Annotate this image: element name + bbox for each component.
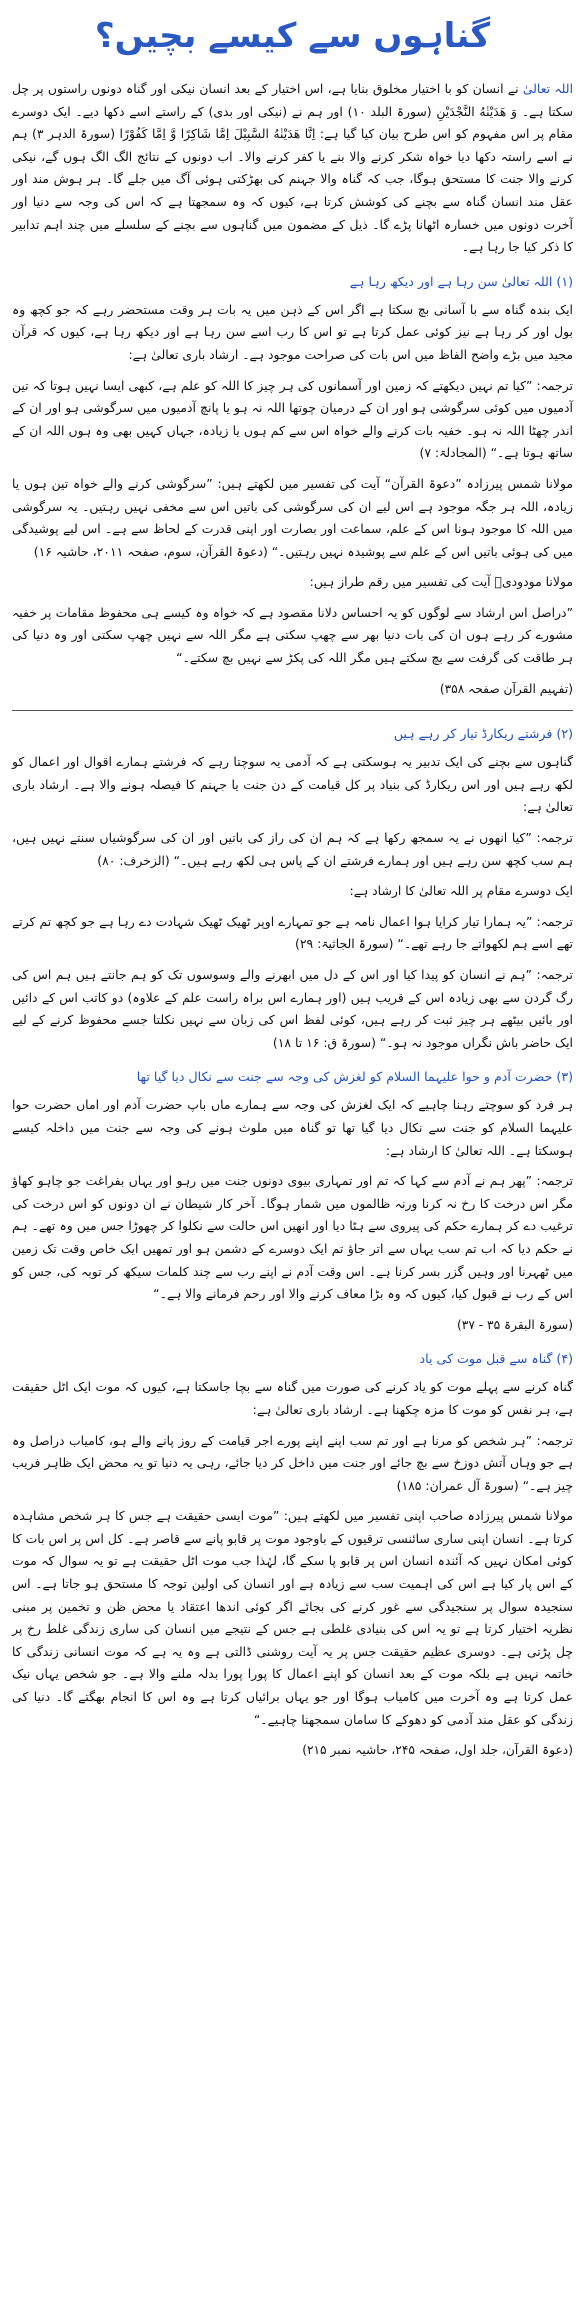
section-1-commentary-intro: مولانا مودودیؒ آیت کی تفسیر میں رقم طراز ہیں: xyxy=(309,574,573,590)
section-3-paragraph: ہر فرد کو سوچتے رہنا چاہیے کہ ایک لغزش کی وجہ سے ہمارے ماں باپ حضرت آدم اور اماں حضرت حوا علیہما السلام کو جنت سے نکال دیا گیا تھا تو گناہ میں ملوث ہونے کی وجہ سے جنت میں داخلہ کیسے ہوسکتا ہے۔ اللہ تعالیٰ کا ارشاد ہے: xyxy=(12,1097,573,1158)
section-4-commentary: مولانا شمس پیرزادہ صاحب اپنی تفسیر میں لکھتے ہیں: ”موت ایسی حقیقت ہے جس کا ہر شخص مشاہدہ کرتا ہے۔ انسان اپنی ساری سائنسی ترقیوں کے باوجود موت پر قابو پانے سے قاصر ہے۔ کل اس پر اس بات کا کوئی امکان نہیں کہ آئندہ انسان اس پر قابو پا سکے گا، لہٰذا جب موت اٹل حقیقت ہے تو یہ سوال کہ موت کے اس پار کیا ہے اس کی اہمیت سب سے زیادہ ہے اور انسان کی اولین توجہ کا مستحق ہو جاتا ہے۔ اس سنجیدہ سوال پر سنجیدگی سے غور کرنے کی بجائے اگر کوئی اندھا اعتقاد یا محض ظن و تخمین پر مبنی نظریہ اختیار کرتا ہے تو یہ اس کی بنیادی غلطی ہے جس کے نتیجے میں انسان کی ساری زندگی غلط رخ پر چل پڑتی ہے۔ دوسری عظیم حقیقت جس پر یہ آیت روشنی ڈالتی ہے وہ یہ ہے کہ موت انسانی زندگی کا خاتمہ نہیں ہے بلکہ موت کے بعد انسان کو اپنے اعمال کا پورا پورا بدلہ ملنے والا ہے۔ جو شخص یہاں نیک عمل کرتا ہے وہ آخرت میں کامیاب ہوگا اور جو یہاں برائیاں کرتا ہے وہ اس کا انجام بھگتے گا۔ دنیا کی زندگی کو عقل مند آدمی کو دھوکے کا سامان سمجھنا چاہیے۔“ xyxy=(12,1508,573,1727)
section-1-translation: ترجمہ: ”کیا تم نہیں دیکھتے کہ زمین اور آسمانوں کی ہر چیز کا اللہ کو علم ہے، کبھی ایسا نہیں ہوتا کہ تین آدمیوں میں کوئی سرگوشی ہو اور ان کے درمیان چوتھا اللہ نہ ہو یا پانچ آدمیوں میں سرگوشی ہو اور ان کے اندر چھٹا اللہ نہ ہو۔ خفیہ بات کرنے والے خواہ اس سے کم ہوں یا زیادہ، جہاں کہیں بھی وہ ہوں اللہ ان کے ساتھ ہوتا ہے۔“ (المجادلۃ: ۷) xyxy=(12,377,573,461)
section-2-transition: ایک دوسرے مقام پر اللہ تعالیٰ کا ارشاد ہے: xyxy=(349,883,573,899)
section-2-translation-2: ترجمہ: ”یہ ہمارا تیار کرایا ہوا اعمال نامہ ہے جو تمہارے اوپر ٹھیک ٹھیک شہادت دے رہا ہے جو کچھ تم کرتے تھے اسے ہم لکھواتے جا رہے تھے۔“ (سورۃ الجاثیۃ: ۲۹) xyxy=(12,913,573,952)
section-1-reference: (تفہیم القرآن صفحہ ۳۵۸) xyxy=(439,681,573,696)
section-2-paragraph: گناہوں سے بچنے کی ایک تدبیر یہ ہوسکتی ہے کہ آدمی یہ سوچتا رہے کہ فرشتے ہمارے اقوال اور اعمال کو لکھ رہے ہیں اور اس ریکارڈ کی بنیاد پر کل قیامت کے دن جنت یا جہنم کا فیصلہ ہونے والا ہے۔ ارشاد باری تعالیٰ ہے: xyxy=(12,754,573,815)
section-2-translation-1: ترجمہ: ”کیا انھوں نے یہ سمجھ رکھا ہے کہ ہم ان کی راز کی باتیں اور ان کی سرگوشیاں سنتے نہیں ہیں، ہم سب کچھ سن رہے ہیں اور ہمارے فرشتے ان کے پاس ہی لکھ رہے ہیں۔“ (الزخرف: ۸۰) xyxy=(12,830,573,868)
section-2-heading: (۲) فرشتے ریکارڈ تیار کر رہے ہیں xyxy=(393,726,573,742)
section-3-reference: (سورۃ البقرۃ ۳۵ - ۳۷) xyxy=(457,1317,573,1332)
section-4-reference: (دعوۃ القرآن، جلد اول، صفحہ ۲۴۵، حاشیہ نمبر ۲۱۵) xyxy=(302,1743,573,1758)
section-1-commentary: مولانا شمس پیرزادہ ”دعوۃ القرآن“ آیت کی تفسیر میں لکھتے ہیں: ”سرگوشی کرنے والے خواہ تین ہوں یا زیادہ، اللہ ہر جگہ موجود ہے اس لیے ان کی سرگوشی کی باتیں اس سے مخفی نہیں رہتیں۔ یہ سرگوشی میں اللہ کا موجود ہونا اس کے علم، سماعت اور بصارت اور اپنی قدرت کے لحاظ سے ہے۔ اس لیے پوشیدگی میں کی ہوئی باتیں اس کے علم سے پوشیدہ نہیں رہتیں۔“ (دعوۃ القرآن، سوم، صفحہ ۲۰۱۱، حاشیہ ۱۶) xyxy=(12,475,573,559)
section-1-paragraph: ایک بندہ گناہ سے با آسانی بچ سکتا ہے اگر اس کے ذہن میں یہ بات ہر وقت مستحضر رہے کہ جو کچھ وہ بول اور کر رہا ہے نیز کوئی عمل کرتا ہے تو اس کا رب اسے سن رہا ہے اور دیکھ رہا ہے، کیوں کہ قرآن مجید میں بڑے واضح الفاظ میں اس بات کی صراحت موجود ہے۔ ارشاد باری تعالیٰ ہے: xyxy=(12,301,573,362)
article-title: گناہوں سے کیسے بچیں؟ xyxy=(94,16,491,56)
intro-lead: اللہ تعالیٰ xyxy=(522,81,574,96)
section-4-heading: (۴) گناہ سے قبل موت کی یاد xyxy=(419,1351,573,1367)
section-1-quote: ”دراصل اس ارشاد سے لوگوں کو یہ احساس دلانا مقصود ہے کہ خواہ وہ کیسے ہی محفوظ مقامات پر خفیہ مشورے کر رہے ہوں ان کی بات دنیا بھر سے چھپ سکتی ہے مگر اللہ سے نہیں چھپ سکتی اور وہ دنیا کی ہر طاقت کی گرفت سے بچ سکتے ہیں مگر اللہ کی پکڑ سے نہیں بچ سکتے۔“ xyxy=(12,604,573,666)
section-1-heading: (۱) اللہ تعالیٰ سن رہا ہے اور دیکھ رہا ہے xyxy=(349,273,573,289)
section-3-heading: (۳) حضرت آدم و حوا علیہما السلام کو لغزش کی وجہ سے جنت سے نکال دیا گیا تھا xyxy=(136,1069,573,1085)
section-4-translation: ترجمہ: ”ہر شخص کو مرنا ہے اور تم سب اپنے اپنے پورے اجر قیامت کے روز پانے والے ہو، کامیاب دراصل وہ ہے جو وہاں آتش دوزخ سے بچ جائے اور جنت میں داخل کر دیا جائے، رہی یہ دنیا تو یہ محض ایک ظاہر فریب چیز ہے۔“ (سورۃ آل عمران: ۱۸۵) xyxy=(12,1432,573,1493)
intro-text: نے انسان کو با اختیار مخلوق بنایا ہے، اس اختیار کے بعد انسان نیکی اور گناہ دونوں راستوں پر چل سکتا ہے۔ وَ هَدَیْنٰهُ النَّجْدَیْنِ (سورۃ البلد ۱۰) اور ہم نے (نیکی اور بدی) کے راستے اسے دکھا دیے۔ ایک دوسرے مقام پر اس مفہوم کو اس طرح بیان کیا گیا ہے: اِنَّا هَدَیْنٰهُ السَّبِیْلَ اِمَّا شَاكِرًا وَّ اِمَّا كَفُوْرًا (سورۃ الدہر ۳) ہم نے اسے راستہ دکھا دیا خواہ شکر کرنے والا بنے یا کفر کرنے والا۔ اب دونوں کے نتائج الگ الگ ہوں گے، نیکی کرنے والا جنت کا مستحق ہوگا، جب کہ گناہ والا جہنم کی بھڑکتی ہوئی آگ میں جلے گا۔ ہر ہوش مند اور عقل مند انسان گناہ سے بچنے کی کوشش کرتا ہے، کیوں کہ وہ سمجھتا ہے کہ اس کی وجہ سے دنیا اور آخرت دونوں میں خسارہ اٹھانا پڑے گا۔ ذیل کے مضمون میں گناہوں سے بچنے کے سلسلے میں چند اہم تدابیر کا ذکر کیا جا رہا ہے۔ xyxy=(12,81,574,255)
section-divider xyxy=(12,710,573,711)
section-2-translation-3: ترجمہ: ”ہم نے انسان کو پیدا کیا اور اس کے دل میں ابھرنے والے وسوسوں تک کو ہم جانتے ہیں ہم اس کی رگ گردن سے بھی زیادہ اس کے قریب ہیں (اور ہمارے اس براہ راست علم کے علاوہ) دو کاتب اس کے دائیں اور بائیں بیٹھے ہر چیز ثبت کر رہے ہیں، کوئی لفظ اس کی زبان سے نہیں نکلتا جسے محفوظ کرنے کے لیے ایک حاضر باش نگراں موجود نہ ہو۔“ (سورۃ ق: ۱۶ تا ۱۸) xyxy=(12,967,573,1050)
intro-paragraph xyxy=(12,78,573,259)
section-3-translation: ترجمہ: ”پھر ہم نے آدم سے کہا کہ تم اور تمہاری بیوی دونوں جنت میں رہو اور یہاں بفراغت جو چاہو کھاؤ مگر اس درخت کا رخ نہ کرنا ورنہ ظالموں میں شمار ہوگا۔ آخر کار شیطان نے ان دونوں کو اس درخت کی ترغیب دے کر ہمارے حکم کی پیروی سے ہٹا دیا اور انھیں اس حالت سے نکلوا کر چھوڑا جس میں وہ تھے۔ ہم نے حکم دیا کہ اب تم سب یہاں سے اتر جاؤ تم ایک دوسرے کے دشمن ہو اور تمھیں ایک خاص وقت تک زمین میں ٹھہرنا اور وہیں گزر بسر کرنا ہے۔ اس وقت آدم نے اپنے رب سے چند کلمات سیکھ کر توبہ کی، جس کو اس کے رب نے قبول کیا، کیوں کہ وہ بڑا معاف کرنے والا اور رحم فرمانے والا ہے۔“ xyxy=(12,1173,573,1302)
section-4-paragraph: گناہ کرنے سے پہلے موت کو یاد کرنے کی صورت میں گناہ سے بچا جاسکتا ہے، کیوں کہ موت ایک اٹل حقیقت ہے، ہر نفس کو موت کا مزہ چکھنا ہے۔ ارشاد باری تعالیٰ ہے: xyxy=(12,1379,573,1417)
